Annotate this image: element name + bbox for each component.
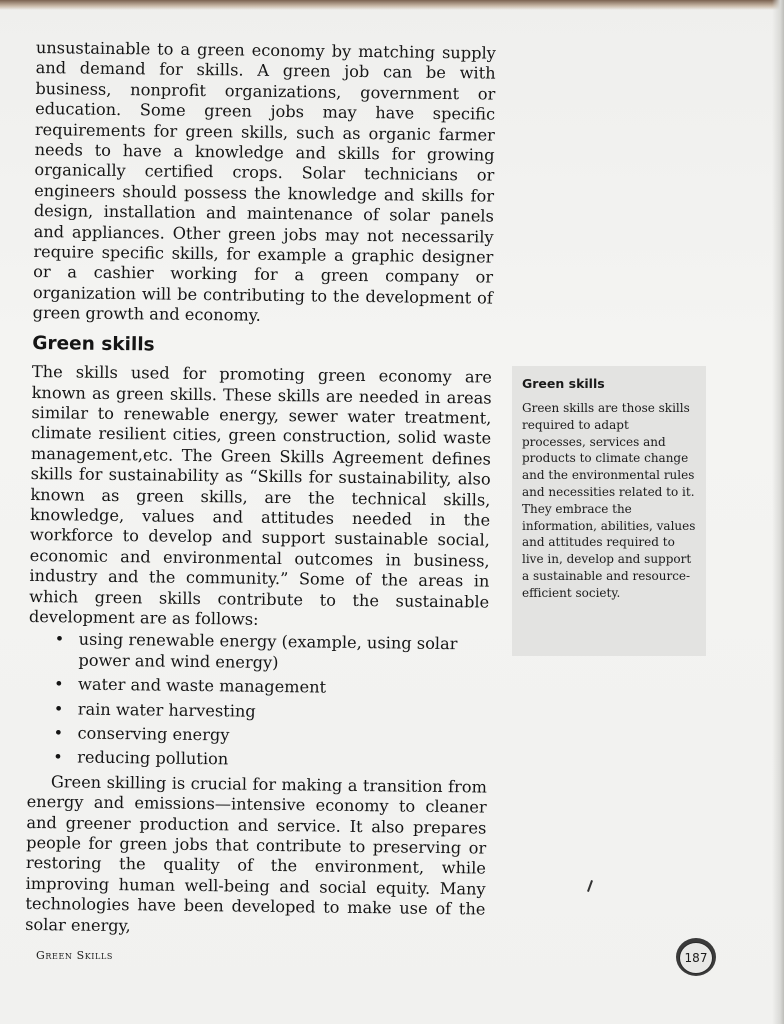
- pen-mark: [587, 880, 593, 892]
- sidebar-body: Green skills are those skills required to adapt processes, services and products to climate change and the environmental rules and necessities related to it. They embrace the information, abilities, values and attitudes required to live in, develop and support a sustainable and resource-efficient society.: [522, 401, 696, 600]
- sidebar-title: Green skills: [522, 376, 605, 391]
- list-item: • using renewable energy (example, using solar power and wind energy): [54, 630, 488, 676]
- page-number-badge: [676, 938, 720, 980]
- section-paragraph: The skills used for promoting green economy are known as green skills. These skills are needed in areas similar to renewable energy, sewer water treatment, climate resilient cities, green construction, solid waste management,etc. The Green Skills Agreement defines skills for sustainability as “Skills for sustainability, also known as green skills, are the technical skills, knowledge, values and attitudes needed in the workforce to develop and support sustainable social, economic and environmental outcomes in business, industry and the community.” Some of the areas in which green skills contribute to the sustainable development are as follows:: [28, 362, 493, 629]
- bullet-list: [27, 629, 489, 773]
- page-right-edge-shadow: [772, 0, 784, 1024]
- section-heading: Green skills: [32, 332, 155, 356]
- list-item: • conserving energy: [53, 723, 487, 749]
- closing-paragraph: Green skilling is crucial for making a transition from energy and emissions—intensive economy to cleaner and greener production and service. It also prepares people for green jobs that contribute to preserving or restoring the quality of the environment, while improving human well-being and social equity. Many technologies have been developed to make use of the solar energy,: [25, 772, 488, 935]
- page-number: 187: [679, 942, 713, 974]
- list-item: • water and waste management: [54, 674, 488, 700]
- list-item: • reducing pollution: [53, 748, 487, 774]
- page-top-edge: [0, 0, 784, 10]
- intro-paragraph: unsustainable to a green economy by matching supply and demand for skills. A green job can be with business, nonprofit organizations, government or education. Some green jobs may have specific requirements for green skills, such as organic farmer needs to have a knowledge and skills for growing organically certified crops. Solar technicians or engineers should possess the knowledge and skills for design, installation and maintenance of solar panels and appliances. Other green jobs may not necessarily require specific skills, for example a graphic designer or a cashier working for a green company or organization will be contributing to the development of green growth and economy.: [32, 38, 496, 326]
- list-item: • rain water harvesting: [54, 699, 488, 725]
- running-title: Green Skills: [36, 949, 113, 962]
- definition-sidebar: [512, 366, 706, 656]
- main-text-column: [25, 38, 496, 941]
